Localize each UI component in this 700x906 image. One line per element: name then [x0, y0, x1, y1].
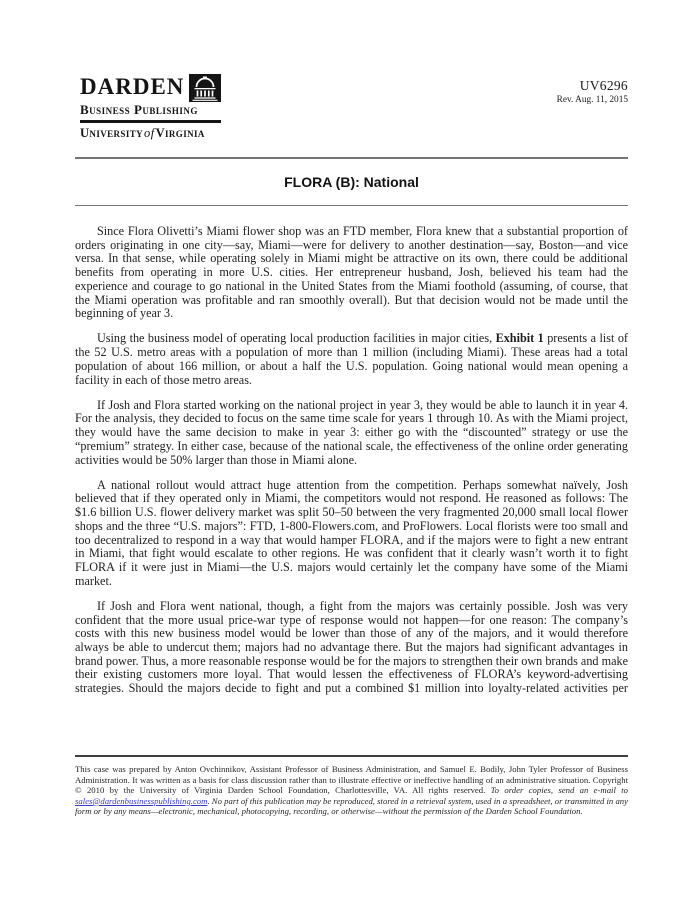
logo-brand-row [80, 74, 221, 102]
logo-university [80, 127, 221, 140]
footer [75, 755, 628, 817]
rotunda-icon [189, 74, 221, 102]
logo-subtitle: Business Publishing [80, 102, 198, 117]
rights-note: . No part of this publication may be reproduced, stored in a retrieval system, used in a spreadsheet, or transmitted in any form or by any means—electronic, mechanical, photocopying, recording, or otherwise—without the permission of the Darden School Foundation. [75, 795, 628, 817]
paragraph-2 [75, 332, 628, 387]
page-title: FLORA (B): National [284, 173, 419, 190]
paragraph-2-pre: Using the business model of operating local production facilities in major cities, [97, 331, 496, 346]
darden-logo [80, 74, 221, 140]
logo-university-of: of [144, 125, 155, 140]
revision-date: Rev. Aug. 11, 2015 [556, 95, 628, 105]
logo-university-word2: Virginia [155, 125, 205, 140]
paragraph-2-post: presents a list of the 52 U.S. metro areas with a population of more than 1 million (including Miami). These areas had a total population of about 166 million, or about a half the U.S. population. Going national would mean opening a facility in each of those metro areas. [75, 331, 628, 387]
paragraph-5: If Josh and Flora went national, though, a fight from the majors was certainly possible. Josh was very confident that the more usual price-war type of response would not happen—for one reason: The company’s costs with this new business model would be lower than those of any of the majors, and it would therefore always be able to undercut them; majors had no advantage there. But the majors had significant advantages in brand power. Thus, a more reasonable response would be for the majors to strengthen their own brands and make their existing customers more loyal. That would lessen the effectiveness of FLORA’s keyword-advertising strategies. Should the majors decide to fight and put a combined $1 million into loyalty-related activities per [75, 598, 628, 696]
header [80, 74, 628, 140]
paragraph-1: Since Flora Olivetti’s Miami flower shop was an FTD member, Flora knew that a substantial proportion of orders originating in one city—say, Miami—were for delivery to another destination—say, Boston—and vice versa. In that sense, while operating solely in Miami might be attractive on its own, there could be additional benefits from operating in more U.S. cities. Her entrepreneur husband, Josh, believed his team had the experience and courage to go national in the United States from the Miami foothold (assuming, of course, that the Miami operation was profitable and ran smoothly overall). But that decision would not be made until the beginning of year 3. [75, 224, 628, 321]
case-body [75, 225, 628, 707]
footer-divider [75, 755, 628, 757]
paragraph-3: If Josh and Flora started working on the national project in year 3, they would be able to launch it in year 4. For the analysis, they decided to focus on the same time scale for years 1 through 10. As with the Miami project, they would have the same decision to make in year 3: either go with the “discounted” strategy or use the “premium” strategy. In either case, because of the national scale, the effectiveness of the online order generating activities would be 50% larger than those in Miami alone. [75, 397, 628, 467]
logo-brand-text: DARDEN [80, 74, 185, 99]
exhibit-reference: Exhibit 1 [495, 331, 544, 346]
logo-divider [80, 120, 221, 123]
paragraph-4: A national rollout would attract huge attention from the competition. Perhaps somewhat naïvely, Josh believed that if they operated only in Miami, the competitors would not respond. He reasoned as follows: The $1.6 billion U.S. flower delivery market was split 50–50 between the very fragmented 20,000 small local flower shops and the three “U.S. majors”: FTD, 1-800-Flowers.com, and ProFlowers. Local florists were too small and too decentralized to respond in a way that would hamper FLORA, and if the majors were to fight a new entrant in Miami, that fight would escalate to other regions. He was confident that it clearly wasn’t worth it to fight FLORA if it were just in Miami—the U.S. majors would certainly let the company have some of the Miami market. [75, 477, 628, 588]
title-block [75, 157, 628, 206]
title-divider-top [75, 157, 628, 159]
email-link[interactable]: sales@dardenbusinesspublishing.com [75, 795, 208, 806]
logo-university-word1: University [80, 125, 144, 140]
copyright-notice [75, 764, 628, 817]
title-divider-bottom [75, 205, 628, 207]
order-copies-note: To order copies, send an e-mail to [490, 785, 628, 796]
document-number: UV6296 [579, 78, 628, 93]
document-meta [557, 74, 628, 106]
copyright-text: This case was prepared by Anton Ovchinnikov, Assistant Professor of Business Administration, and Samuel E. Bodily, John Tyler Professor of Business Administration. It was written as a basis for class discussion rather than to illustrate effective or ineffective handling of an administrative situation. Copyright © 2010 by the University of Virginia Darden School Foundation, Charlottesville, VA. All rights reserved. [75, 764, 628, 796]
